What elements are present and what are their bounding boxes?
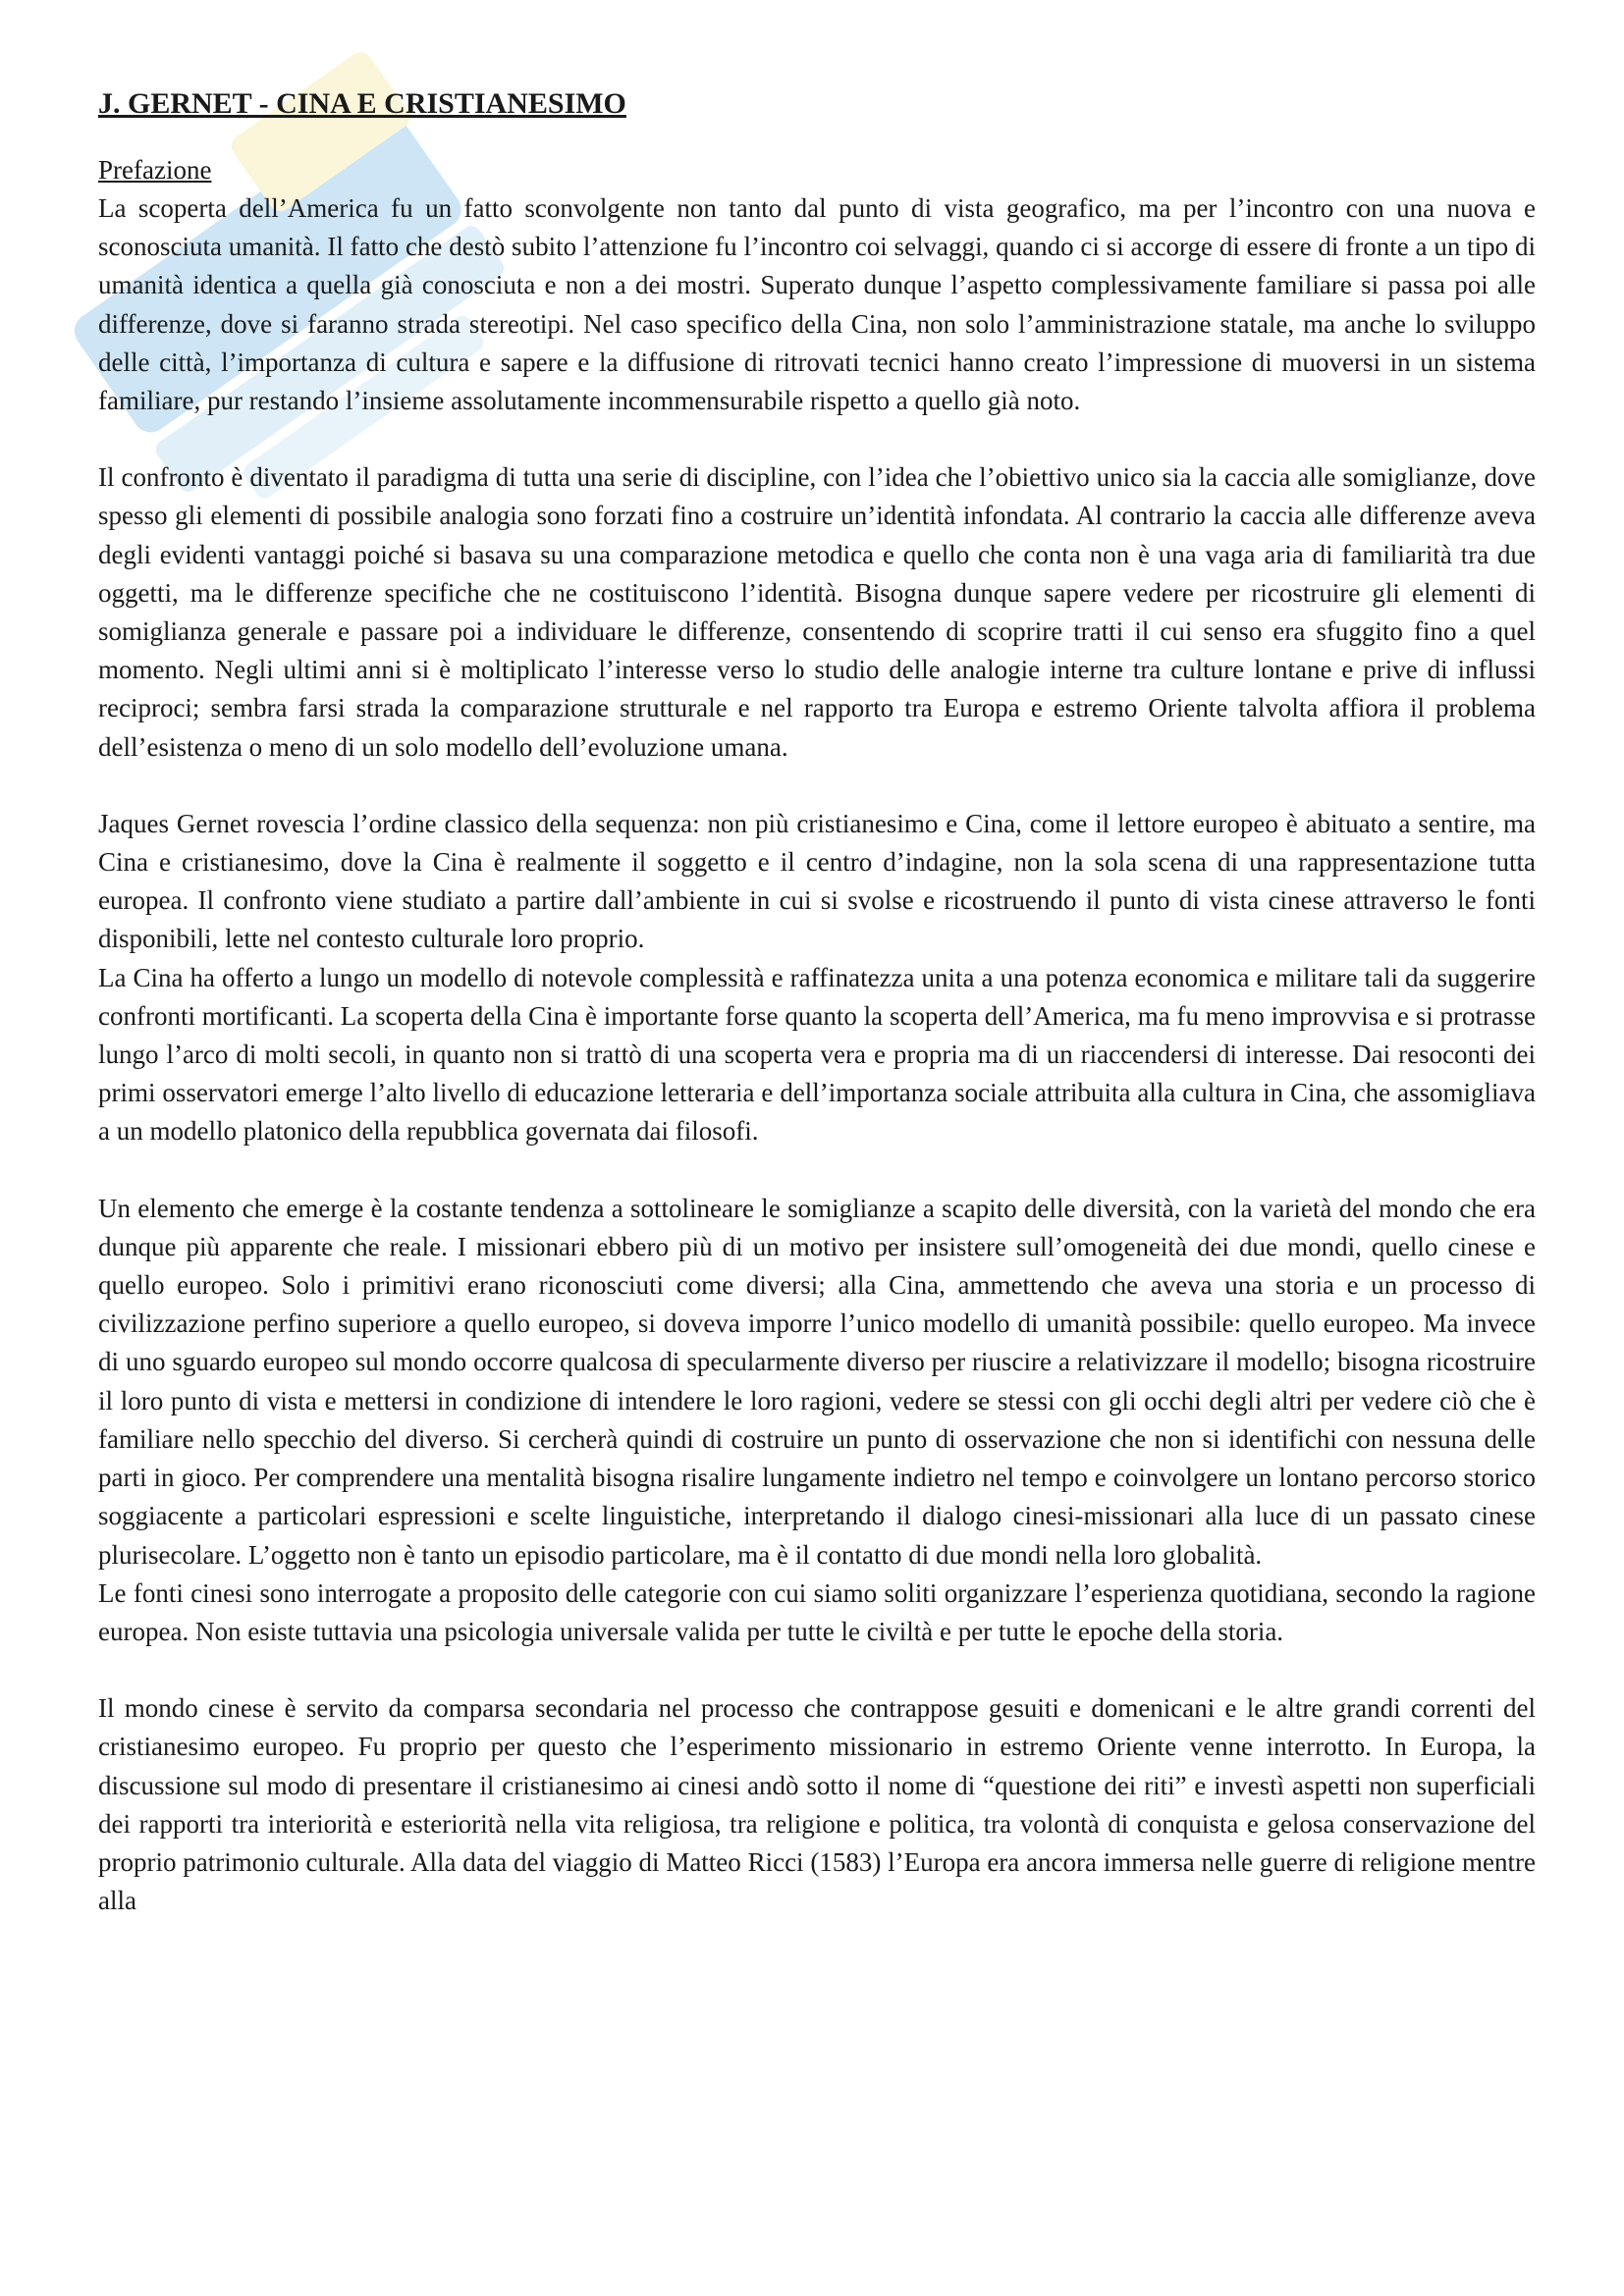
document-title: J. GERNET - CINA E CRISTIANESIMO xyxy=(98,87,626,120)
section-heading-prefazione: Prefazione xyxy=(98,155,212,185)
paragraph: La Cina ha offerto a lungo un modello di notevole complessità e raffinatezza unita a una potenza economica e militare tali da suggerire confronti mortificanti. La scoperta della Cina è importante forse quanto la scoperta dell’America, ma fu meno improvvisa e si protrasse lungo l’arco di molti secoli, in quanto non si trattò di una scoperta vera e propria ma di un riaccendersi di interesse. Dai resoconti dei primi osservatori emerge l’alto livello di educazione letteraria e dell’importanza sociale attribuita alla cultura in Cina, che assomigliava a un modello platonico della repubblica governata dai filosofi. xyxy=(98,962,1536,1147)
paragraph: Il mondo cinese è servito da comparsa secondaria nel processo che contrappose gesuiti e domenicani e le altre grandi correnti del cristianesimo europeo. Fu proprio per questo che l’esperimento missionario in estremo Oriente venne interrotto. In Europa, la discussione sul modo di presentare il cristianesimo ai cinesi andò sotto il nome di “questione dei riti” e investì aspetti non superficiali dei rapporti tra interiorità e esteriorità nella vita religiosa, tra religione e politica, tra volontà di conquista e gelosa conservazione del proprio patrimonio culturale. Alla data del viaggio di Matteo Ricci (1583) l’Europa era ancora immersa nelle guerre di religione mentre alla xyxy=(98,1693,1536,1916)
paragraph: Il confronto è diventato il paradigma di tutta una serie di discipline, con l’idea che l’obiettivo unico sia la caccia alle somiglianze, dove spesso gli elementi di possibile analogia sono forzati fino a costruire un’identità infondata. Al contrario la caccia alle differenze aveva degli evidenti vantaggi poiché si basava su una comparazione metodica e quello che conta non è una vaga aria di familiarità tra due oggetti, ma le differenze specifiche che ne costituiscono l’identità. Bisogna dunque sapere vedere per ricostruire gli elementi di somiglianza generale e passare poi a individuare le differenze, consentendo di scoprire tratti il cui senso era sfuggito fino a quel momento. Negli ultimi anni si è moltiplicato l’interesse verso lo studio delle analogie interne tra culture lontane e prive di influssi reciproci; sembra farsi strada la comparazione strutturale e nel rapporto tra Europa e estremo Oriente talvolta affiora il problema dell’esistenza o meno di un solo modello dell’evoluzione umana. xyxy=(98,462,1536,762)
paragraph: Le fonti cinesi sono interrogate a proposito delle categorie con cui siamo soliti organizzare l’esperienza quotidiana, secondo la ragione europea. Non esiste tuttavia una psicologia universale valida per tutte le civiltà e per tutte le epoche della storia. xyxy=(98,1577,1536,1646)
document-page xyxy=(98,86,1536,1920)
paragraph: La scoperta dell’America fu un fatto sconvolgente non tanto dal punto di vista geografico, ma per l’incontro con una nuova e sconosciuta umanità. Il fatto che destò subito l’attenzione fu l’incontro coi selvaggi, quando ci si accorge di essere di fronte a un tipo di umanità identica a quella già conosciuta e non a dei mostri. Superato dunque l’aspetto complessivamente familiare si passa poi alle differenze, dove si faranno strada stereotipi. Nel caso specifico della Cina, non solo l’amministrazione statale, ma anche lo sviluppo delle città, l’importanza di cultura e sapere e la diffusione di ritrovati tecnici hanno creato l’impressione di muoversi in un sistema familiare, pur restando l’insieme assolutamente incommensurabile rispetto a quello già noto. xyxy=(98,193,1536,416)
paragraph: Jaques Gernet rovescia l’ordine classico della sequenza: non più cristianesimo e Cina, come il lettore europeo è abituato a sentire, ma Cina e cristianesimo, dove la Cina è realmente il soggetto e il centro d’indagine, non la sola scena di una rappresentazione tutta europea. Il confronto viene studiato a partire dall’ambiente in cui si svolse e ricostruendo il punto di vista cinese attraverso le fonti disponibili, lette nel contesto culturale loro proprio. xyxy=(98,808,1536,954)
paragraph: Un elemento che emerge è la costante tendenza a sottolineare le somiglianze a scapito delle diversità, con la varietà del mondo che era dunque più apparente che reale. I missionari ebbero più di un motivo per insistere sull’omogeneità dei due mondi, quello cinese e quello europeo. Solo i primitivi erano riconosciuti come diversi; alla Cina, ammettendo che aveva una storia e un processo di civilizzazione perfino superiore a quello europeo, si doveva imporre l’unico modello di umanità possibile: quello europeo. Ma invece di uno sguardo europeo sul mondo occorre qualcosa di specularmente diverso per riuscire a relativizzare il modello; bisogna ricostruire il loro punto di vista e mettersi in condizione di intendere le loro ragioni, vedere se stessi con gli occhi degli altri per vedere ciò che è familiare nello specchio del diverso. Si cercherà quindi di costruire un punto di osservazione che non si identifichi con nessuna delle parti in gioco. Per comprendere una mentalità bisogna risalire lungamente indietro nel tempo e coinvolgere un lontano percorso storico soggiacente a particolari espressioni e scelte linguistiche, interpretando il dialogo cinesi-missionari alla luce di un passato cinese plurisecolare. L’oggetto non è tanto un episodio particolare, ma è il contatto di due mondi nella loro globalità. xyxy=(98,1193,1536,1570)
